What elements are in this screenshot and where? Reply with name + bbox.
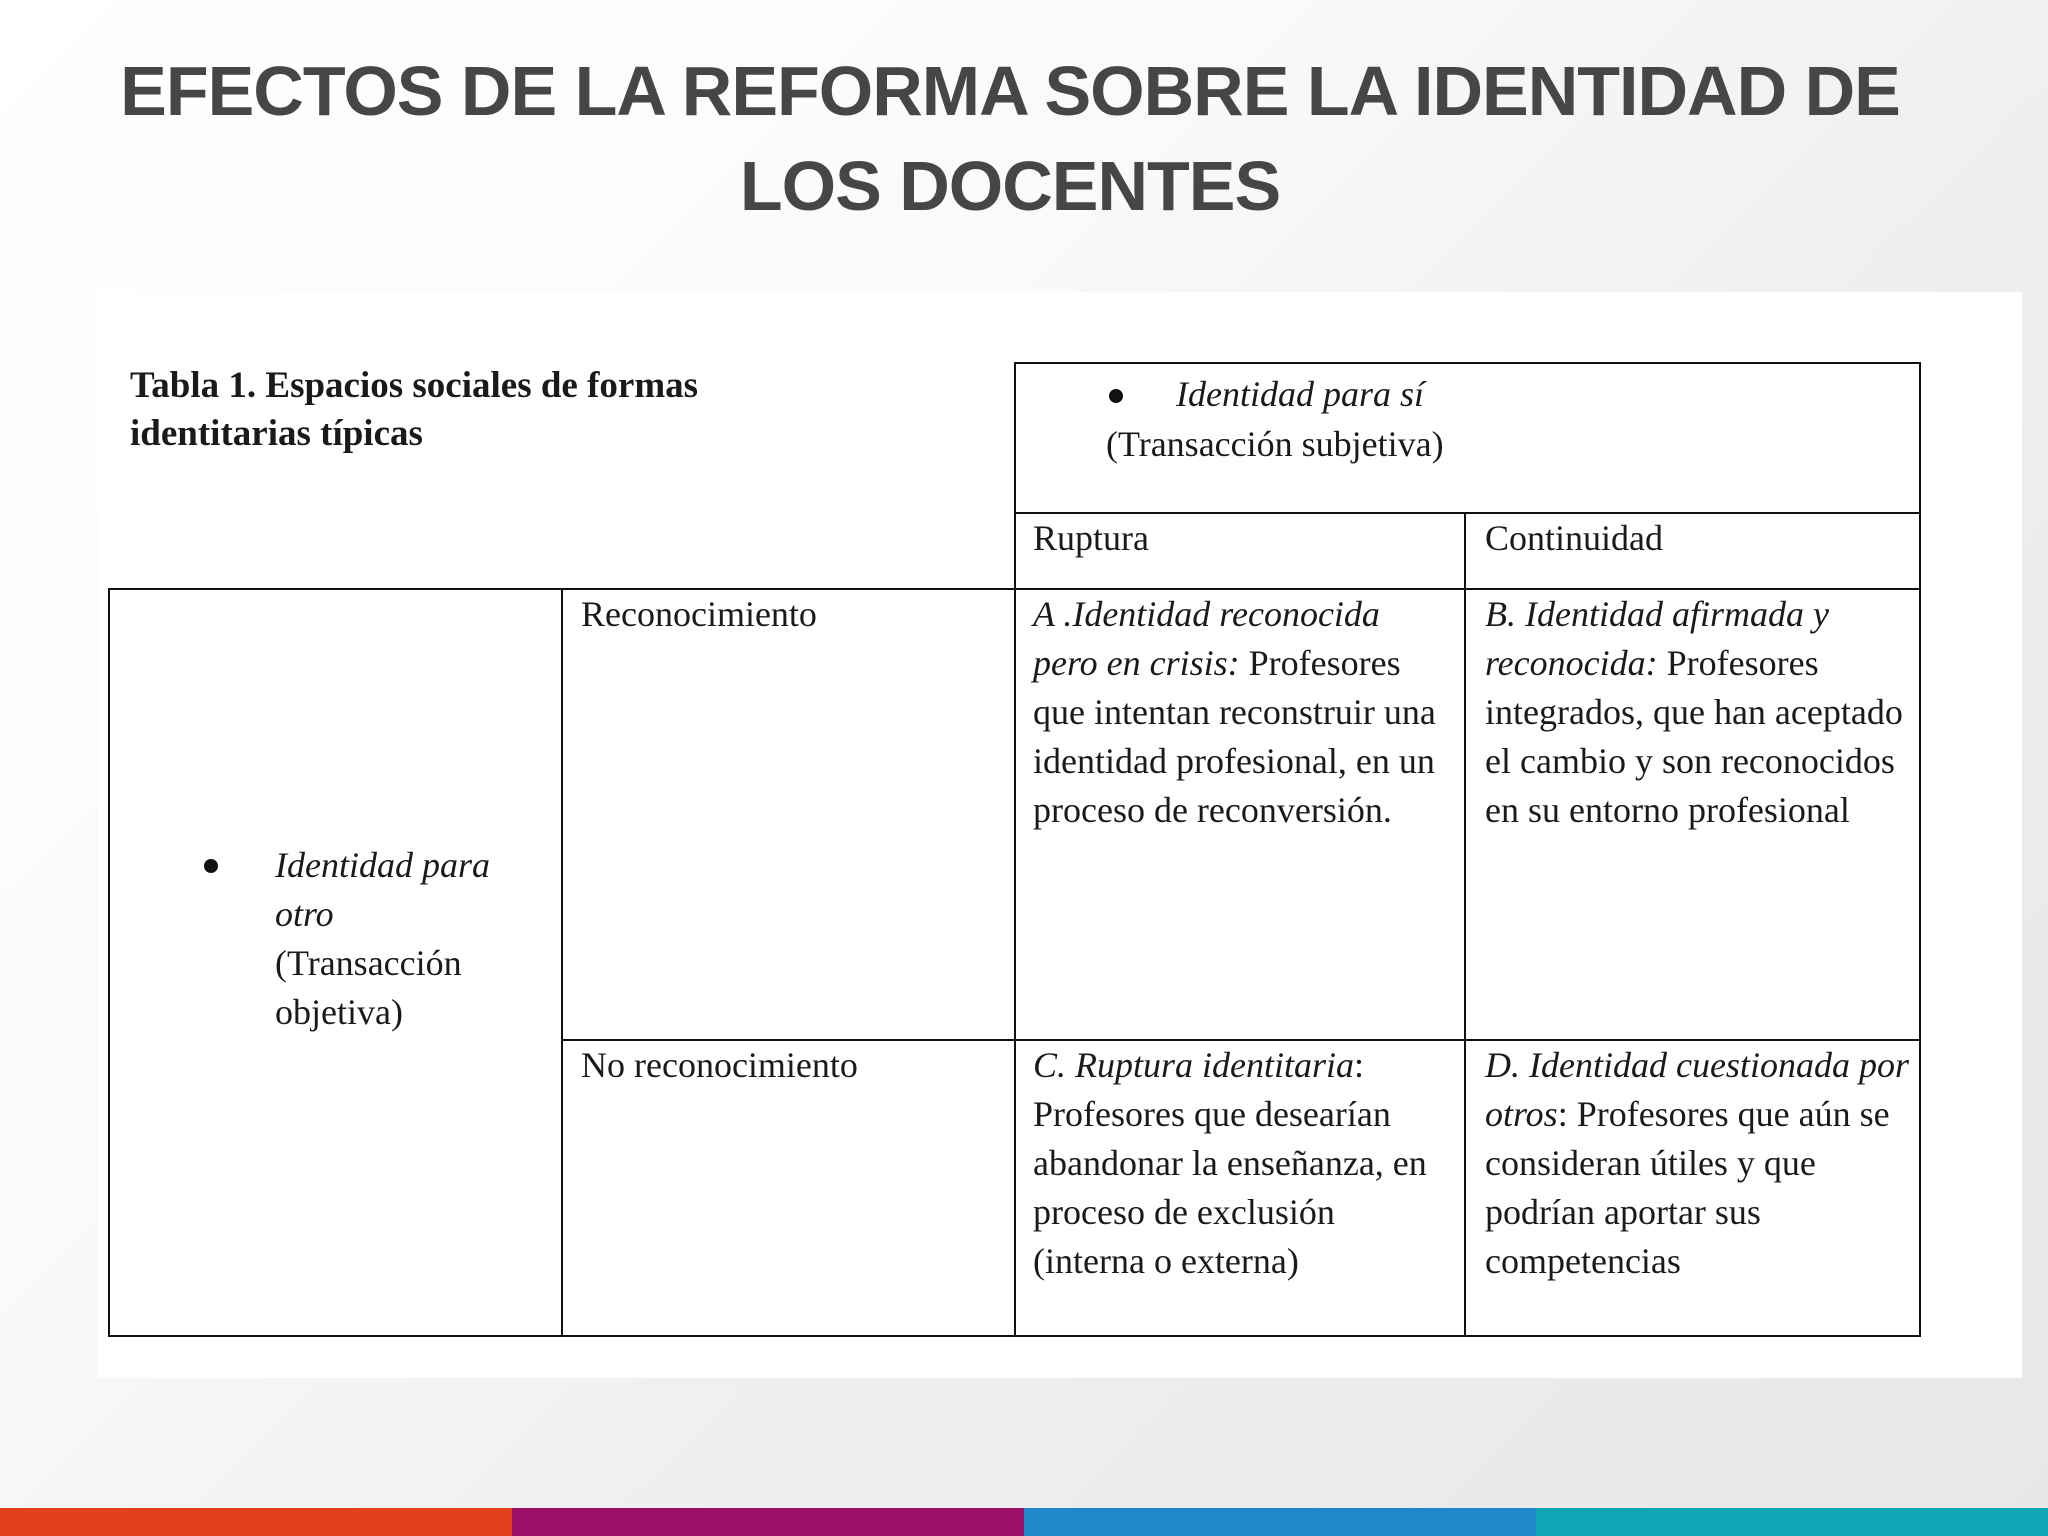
footer-segment-magenta <box>512 1508 1024 1536</box>
cell-a-text: Profesores que intentan reconstruir una identidad profesional, en un proceso de reconversión. <box>1033 643 1436 830</box>
cell-b-italic: B. Identidad afirmada y reconocida: <box>1485 594 1829 683</box>
table-caption <box>130 362 698 458</box>
row-header-label <box>275 841 555 1037</box>
cell-b-text: Profesores integrados, que han aceptado el cambio y son reconocidos en su entorno profesional <box>1485 643 1903 830</box>
slide-title <box>110 44 1910 234</box>
col-header-label: Identidad para sí <box>1176 374 1424 414</box>
bullet-icon <box>204 859 218 873</box>
table-caption-line-1: Tabla 1. Espacios sociales de formas <box>130 365 699 406</box>
row-reconocimiento-header: Reconocimiento <box>581 594 817 634</box>
cell-c-text: : Profesores que desearían abandonar la enseñanza, en proceso de exclusión (interna o externa) <box>1033 1045 1427 1281</box>
table-line <box>1014 362 1016 1337</box>
footer-color-bar <box>0 1508 2048 1536</box>
footer-segment-orange <box>0 1508 512 1536</box>
footer-segment-blue <box>1024 1508 1536 1536</box>
row-header-italic-line-1: Identidad para <box>275 845 490 885</box>
row-no-reconocimiento-header: No reconocimiento <box>581 1045 858 1085</box>
table-line <box>561 588 563 1337</box>
row-header-sub-line-1: (Transacción <box>275 943 462 983</box>
table-line <box>108 588 110 1337</box>
cell-a <box>1033 590 1453 835</box>
row-header-sub-line-2: objetiva) <box>275 992 403 1032</box>
cell-a-italic: A .Identidad reconocida pero en crisis: <box>1033 594 1380 683</box>
table-line <box>1014 362 1921 364</box>
col-header-sublabel: (Transacción subjetiva) <box>1106 424 1444 464</box>
bullet-icon <box>1109 389 1123 403</box>
table-caption-line-2: identitarias típicas <box>130 413 423 454</box>
cell-d <box>1485 1041 1910 1286</box>
cell-b <box>1485 590 1910 835</box>
table-line <box>1919 362 1921 1337</box>
cell-d-italic: D. Identidad cuestionada por otros <box>1485 1045 1909 1134</box>
col-continuidad-header: Continuidad <box>1485 518 1663 558</box>
cell-c <box>1033 1041 1453 1286</box>
col-ruptura-header: Ruptura <box>1033 518 1149 558</box>
table-line <box>1014 512 1921 514</box>
slide-title-line-2: LOS DOCENTES <box>739 147 1281 225</box>
row-header-italic-line-2: otro <box>275 894 334 934</box>
slide-title-line-1: EFECTOS DE LA REFORMA SOBRE LA IDENTIDAD DE <box>120 52 1900 130</box>
cell-d-text: : Profesores que aún se consideran útiles y que podrían aportar sus competencias <box>1485 1094 1890 1281</box>
cell-c-italic: C. Ruptura identitaria <box>1033 1045 1355 1085</box>
table-line <box>1464 512 1466 1337</box>
footer-segment-teal <box>1536 1508 2048 1536</box>
